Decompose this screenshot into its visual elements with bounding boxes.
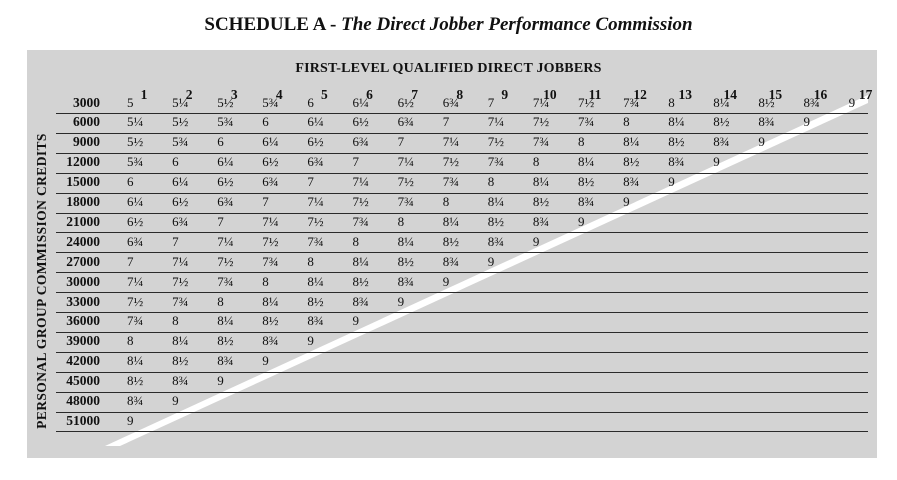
table-cell: 9	[262, 353, 269, 369]
table-cell: 6¾	[262, 174, 279, 190]
row-label: 6000	[73, 114, 100, 130]
table-cell: 9	[803, 114, 810, 130]
table-cell: 8¼	[172, 333, 189, 349]
table-cell: 6½	[307, 134, 324, 150]
column-header: 3	[230, 87, 238, 102]
column-header: 9	[501, 87, 509, 102]
table-cell: 6¾	[442, 94, 459, 110]
table-cell: 8¾	[532, 213, 550, 229]
table-cell: 6	[262, 114, 269, 130]
table-cell: 7½	[397, 174, 414, 190]
table-cell: 9	[758, 134, 765, 150]
table-cell: 8	[127, 333, 134, 349]
table-cell: 8½	[307, 293, 324, 309]
table-cell: 8½	[578, 174, 595, 190]
row-label: 18000	[66, 194, 100, 209]
table-cell: 9	[578, 213, 585, 229]
table-cell: 6¾	[127, 233, 144, 249]
table-cell: 8¼	[217, 313, 234, 329]
table-cell: 9	[623, 194, 630, 209]
column-header: 7	[411, 87, 418, 102]
table-cell: 8¼	[127, 353, 144, 369]
table-cell: 9	[532, 233, 540, 249]
table-cell: 7	[487, 94, 495, 110]
table-cell: 6¼	[262, 134, 279, 150]
table-cell: 5½	[217, 94, 234, 110]
table-cell: 8	[668, 94, 675, 110]
table-cell: 7¼	[172, 253, 189, 269]
table-cell: 8½	[623, 154, 640, 170]
table-cell: 7¾	[217, 273, 234, 289]
table-cell: 8¾	[578, 194, 595, 209]
column-header: 2	[185, 87, 193, 102]
table-cell: 8½	[172, 353, 189, 369]
column-header: 12	[633, 87, 647, 102]
column-header: 4	[275, 87, 283, 102]
table-cell: 5½	[172, 114, 189, 130]
table-cell: 8½	[262, 313, 279, 329]
table-cell: 5¾	[217, 114, 234, 130]
row-divider	[56, 412, 868, 413]
column-header: 15	[768, 87, 783, 102]
table-cell: 7	[262, 194, 269, 209]
table-cell: 8¾	[803, 94, 820, 110]
table-cell: 8½	[487, 213, 505, 229]
table-cell: 8¾	[668, 154, 685, 170]
column-header: 13	[678, 87, 692, 102]
title-subtitle: The Direct Jobber Performance Commission	[341, 14, 693, 35]
row-label: 27000	[66, 253, 100, 269]
table-cell: 8¼	[623, 134, 640, 150]
table-cell: 7½	[442, 154, 459, 170]
table-cell: 8¾	[487, 233, 505, 249]
row-label: 24000	[66, 233, 100, 249]
table-cell: 8¾	[307, 313, 324, 329]
column-header: 6	[366, 87, 373, 102]
table-cell: 8¾	[713, 134, 730, 150]
table-cell: 6¾	[397, 114, 414, 130]
table-cell: 7¾	[532, 134, 550, 150]
table-cell: 8½	[442, 233, 459, 249]
table-cell: 8¾	[623, 174, 640, 190]
column-header: 5	[321, 87, 328, 102]
table-cell: 7¼	[532, 94, 550, 110]
table-cell: 9	[352, 313, 359, 329]
table-cell: 7¾	[397, 194, 414, 209]
row-label: 48000	[66, 393, 100, 408]
table-cell: 8	[397, 213, 405, 229]
row-label: 51000	[66, 412, 100, 428]
table-cell: 9	[397, 293, 405, 309]
table-cell: 6	[307, 94, 314, 110]
table-cell: 6½	[127, 213, 144, 229]
column-header: 11	[588, 87, 602, 102]
table-cell: 7	[352, 154, 359, 170]
row-label: 45000	[66, 373, 100, 389]
table-cell: 6½	[397, 94, 414, 110]
table-cell: 7	[172, 233, 179, 249]
table-cell: 5½	[127, 134, 144, 150]
table-cell: 7½	[532, 114, 550, 130]
table-cell: 9	[668, 174, 675, 190]
table-cell: 7½	[307, 213, 324, 229]
table-cell: 6¼	[217, 154, 234, 170]
table-cell: 7¾	[623, 94, 640, 110]
table-cell: 6¼	[172, 174, 189, 190]
table-cell: 7¾	[127, 313, 144, 329]
table-cell: 8	[262, 273, 269, 289]
row-label: 3000	[73, 94, 100, 110]
table-cell: 9	[442, 273, 450, 289]
table-cell: 9	[172, 393, 179, 408]
table-cell: 8¼	[668, 114, 685, 130]
table-cell: 6¼	[307, 114, 324, 130]
table-cell: 5¾	[172, 134, 189, 150]
table-cell: 7¾	[487, 154, 505, 170]
table-cell: 6½	[352, 114, 369, 130]
row-label: 9000	[73, 134, 100, 150]
table-cell: 8	[307, 253, 314, 269]
table-cell: 7½	[217, 253, 234, 269]
table-cell: 6¾	[352, 134, 369, 150]
table-cell: 7¼	[262, 213, 279, 229]
table-cell: 6¼	[352, 94, 369, 110]
table-cell: 8	[487, 174, 495, 190]
row-group-header: PERSONAL GROUP COMMISSION CREDITS	[34, 133, 49, 429]
table-cell: 8¾	[352, 293, 369, 309]
table-cell: 5¼	[172, 94, 189, 110]
table-cell: 8¼	[487, 194, 505, 209]
table-cell: 5¼	[127, 114, 144, 130]
table-cell: 8¾	[262, 333, 279, 349]
table-cell: 5¾	[127, 154, 144, 170]
table-cell: 6	[127, 174, 134, 190]
table-cell: 7¾	[172, 293, 189, 309]
row-divider	[56, 431, 868, 432]
table-cell: 8	[623, 114, 630, 130]
table-cell: 7½	[172, 273, 189, 289]
table-cell: 7½	[262, 233, 279, 249]
table-cell: 8	[172, 313, 179, 329]
table-cell: 6	[172, 154, 179, 170]
table-cell: 8¼	[397, 233, 414, 249]
table-cell: 7¼	[487, 114, 505, 130]
row-label: 21000	[66, 213, 100, 229]
table-cell: 8¾	[758, 114, 775, 130]
column-header: 14	[723, 87, 738, 102]
table-cell: 7¼	[397, 154, 414, 170]
table-cell: 7	[397, 134, 405, 150]
row-label: 12000	[66, 154, 100, 170]
table-cell: 7¾	[352, 213, 369, 229]
table-cell: 6	[217, 134, 224, 150]
column-header: 10	[543, 87, 557, 102]
column-header: 17	[858, 87, 873, 102]
table-cell: 8¾	[217, 353, 234, 369]
table-cell: 8¼	[578, 154, 595, 170]
table-cell: 7¼	[352, 174, 369, 190]
table-cell: 7	[217, 213, 224, 229]
table-cell: 8¾	[442, 253, 459, 269]
table-cell: 9	[487, 253, 495, 269]
table-cell: 7¼	[127, 273, 144, 289]
table-cell: 9	[307, 333, 314, 349]
table-cell: 7¼	[442, 134, 459, 150]
table-cell: 9	[848, 94, 856, 110]
table-cell: 5¾	[262, 94, 279, 110]
table-cell: 8¼	[352, 253, 369, 269]
table-cell: 6¼	[127, 194, 144, 209]
table-cell: 8½	[352, 273, 369, 289]
table-cell: 8½	[758, 94, 775, 110]
table-cell: 8	[442, 194, 450, 209]
table-cell: 7¼	[307, 194, 324, 209]
column-group-header: FIRST-LEVEL QUALIFIED DIRECT JOBBERS	[295, 61, 602, 76]
table-cell: 7¼	[217, 233, 234, 249]
column-header: 8	[456, 87, 464, 102]
column-header: 16	[813, 87, 828, 102]
title-main: SCHEDULE A -	[204, 14, 342, 35]
table-cell: 8	[532, 154, 540, 170]
table-cell: 8¾	[397, 273, 414, 289]
table-cell: 8	[217, 293, 224, 309]
table-cell: 8½	[217, 333, 234, 349]
table-cell: 8½	[668, 134, 685, 150]
table-cell: 8½	[713, 114, 730, 130]
table-cell: 6½	[262, 154, 279, 170]
table-cell: 9	[713, 154, 720, 170]
table-cell: 7¾	[307, 233, 324, 249]
table-cell: 8¼	[262, 293, 279, 309]
table-cell: 6¾	[307, 154, 324, 170]
table-cell: 7½	[127, 293, 144, 309]
table-cell: 6½	[217, 174, 234, 190]
row-label: 33000	[66, 293, 100, 309]
table-cell: 8¼	[307, 273, 324, 289]
table-cell: 7	[127, 253, 134, 269]
table-cell: 5	[127, 94, 134, 110]
table-cell: 8	[352, 233, 359, 249]
table-cell: 7	[442, 114, 450, 130]
row-label: 36000	[66, 313, 100, 329]
table-cell: 8¼	[532, 174, 550, 190]
table-cell: 7½	[352, 194, 369, 209]
table-cell: 6¾	[172, 213, 189, 229]
table-cell: 8¾	[172, 373, 189, 389]
column-header: 1	[140, 87, 148, 102]
table-cell: 7¾	[442, 174, 459, 190]
table-cell: 6¾	[217, 194, 234, 209]
table-cell: 8½	[532, 194, 550, 209]
table-cell: 7	[307, 174, 314, 190]
table-cell: 6½	[172, 194, 189, 209]
table-cell: 8¼	[713, 94, 730, 110]
row-label: 15000	[66, 174, 100, 190]
table-cell: 8¾	[127, 393, 144, 408]
row-label: 30000	[66, 273, 100, 289]
table-cell: 8¼	[442, 213, 459, 229]
table-cell: 9	[217, 373, 224, 389]
table-cell: 8	[578, 134, 585, 150]
table-cell: 8½	[397, 253, 414, 269]
table-cell: 8½	[127, 373, 144, 389]
row-label: 39000	[66, 333, 100, 349]
row-label: 42000	[66, 353, 100, 369]
table-cell: 7¾	[578, 114, 595, 130]
table-cell: 7½	[487, 134, 505, 150]
table-cell: 9	[127, 412, 134, 428]
table-cell: 7½	[578, 94, 595, 110]
table-cell: 7¾	[262, 253, 279, 269]
